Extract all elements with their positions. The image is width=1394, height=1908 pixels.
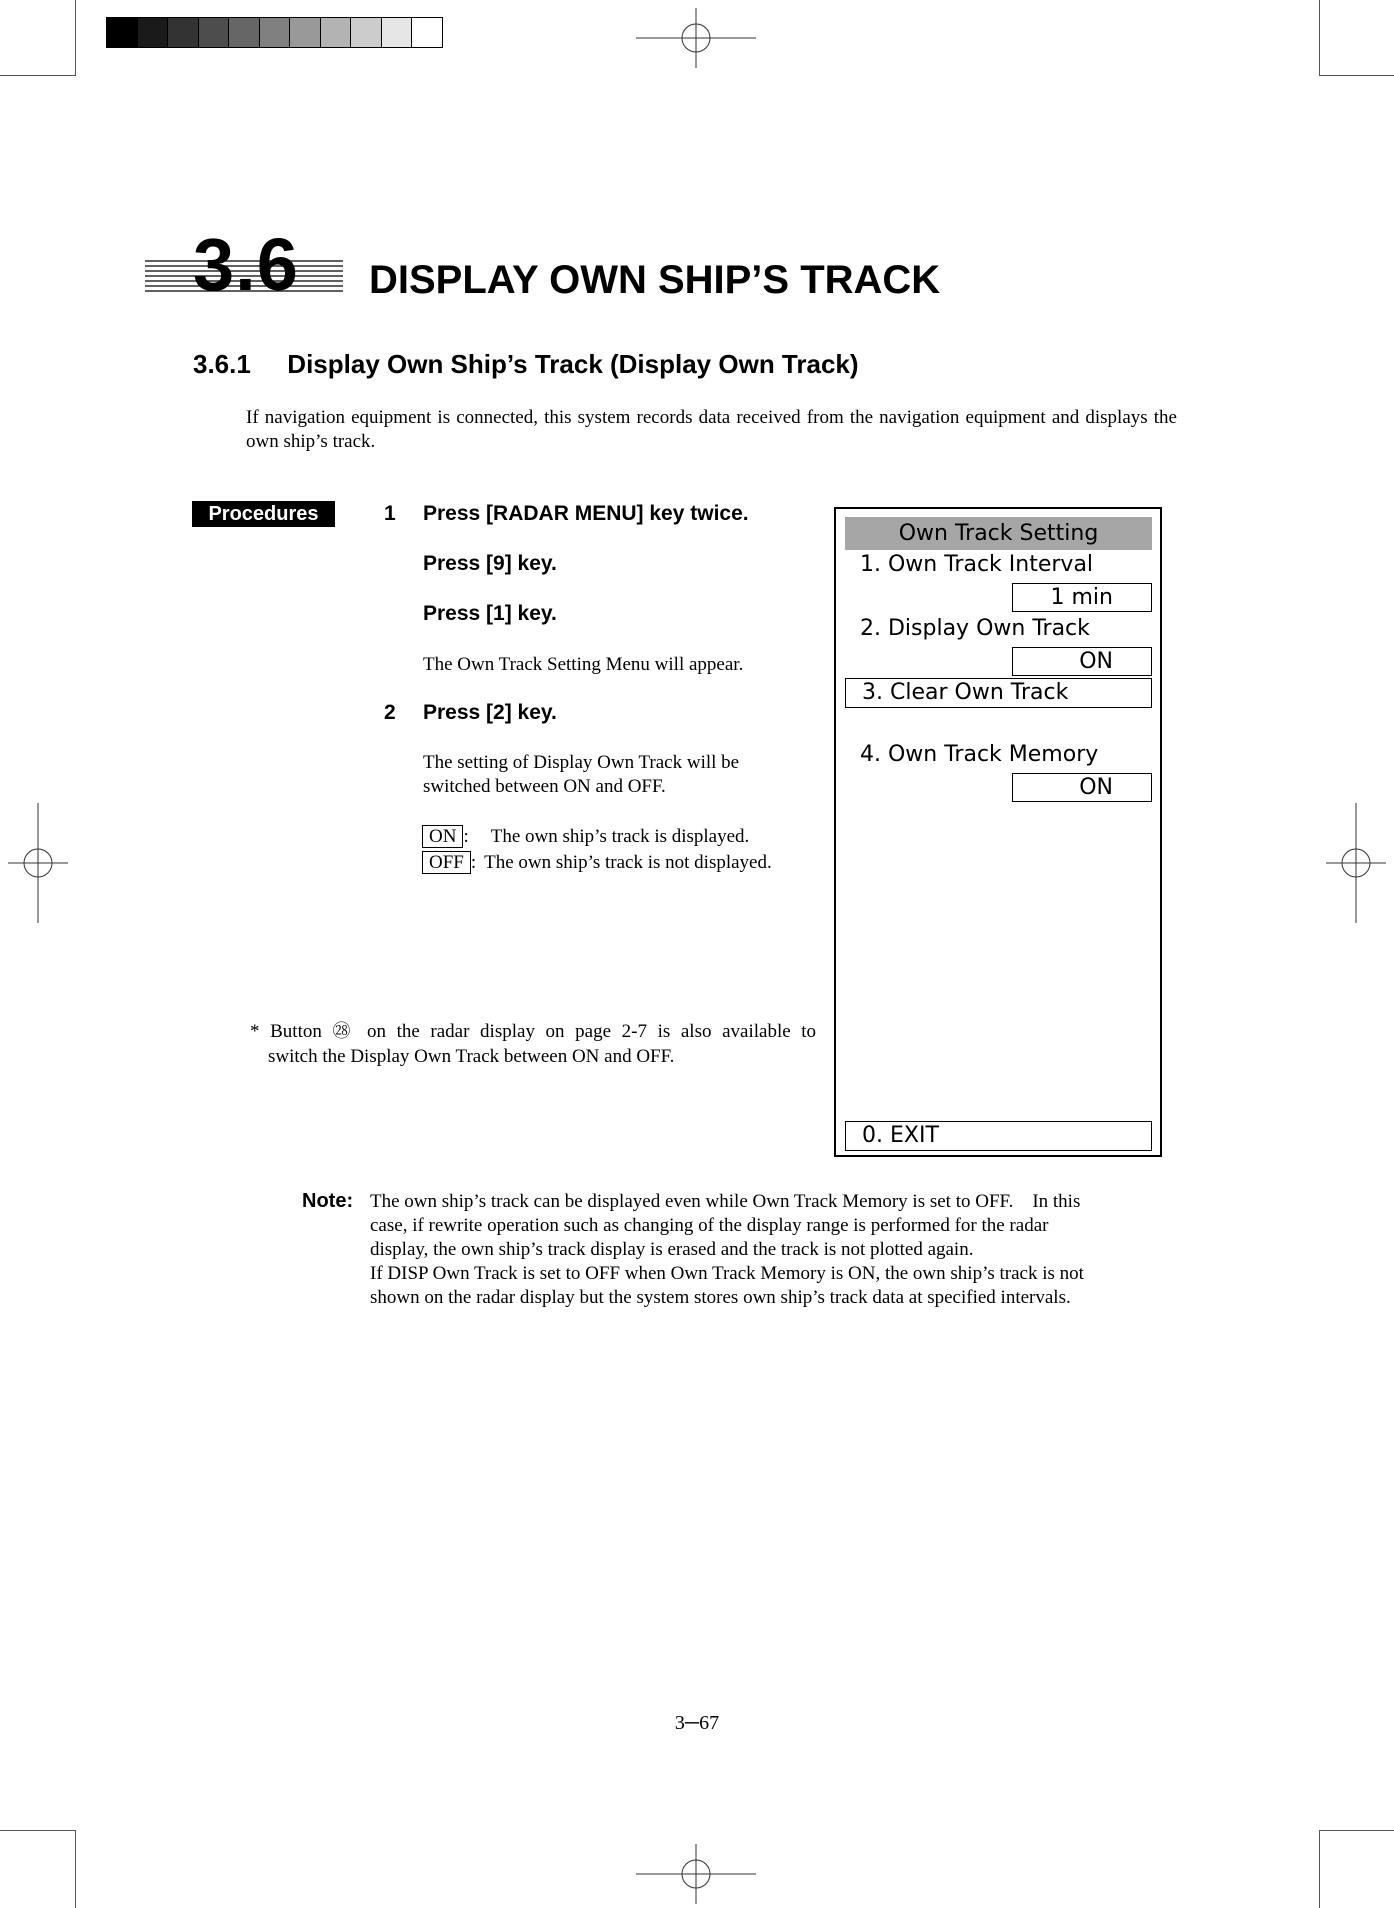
step-1-line-2: Press [9] key.: [423, 552, 557, 575]
option-off: OFF : The own ship’s track is not displayed.: [422, 851, 772, 875]
subsection-number: 3.6.1: [193, 349, 251, 379]
registration-mark-bottom: [636, 1844, 756, 1904]
note-label: Note:: [302, 1190, 354, 1212]
step-1-line-3: Press [1] key.: [423, 602, 557, 625]
gray-calibration-strip: [106, 17, 443, 48]
intro-paragraph: If navigation equipment is connected, this system records data received from the navigation equipment and displays the own ship’s track.: [246, 407, 1177, 452]
page-number: 3─67: [674, 1712, 720, 1734]
step-2-line-1: Press [2] key.: [423, 701, 557, 724]
step-1-line-1: Press [RADAR MENU] key twice.: [423, 502, 749, 525]
note-body: The own ship’s track can be displayed even while Own Track Memory is set to OFF. In this case, if rewrite operation such as changing of the display range is performed for the radar display, the own ship’s track display is erased and the track is not plotted again. If DISP Own Track is set to OFF when Own Track Memory is ON, the own ship’s track is not shown on the radar display but the system stores own ship’s track data at specified intervals.: [370, 1191, 1084, 1308]
registration-mark-right: [1326, 803, 1386, 923]
own-track-interval-value[interactable]: 1 min: [1012, 583, 1152, 612]
menu-item-own-track-interval[interactable]: 1. Own Track Interval: [860, 552, 1094, 577]
subsection-title: [193, 349, 859, 380]
footnote-line-1: * Button ㉘ on the radar display on page 2-7 is also available to: [250, 1021, 817, 1042]
step-2-description: The setting of Display Own Track will be switched between ON and OFF.: [423, 752, 740, 797]
menu-item-display-own-track[interactable]: 2. Display Own Track: [860, 616, 1090, 641]
option-on-text: The own ship’s track is displayed.: [490, 826, 750, 847]
step-1-number: 1: [384, 502, 396, 525]
menu-item-own-track-memory[interactable]: 4. Own Track Memory: [860, 742, 1099, 767]
procedures-badge: Procedures: [192, 501, 335, 527]
section-number: 3.6: [193, 223, 299, 306]
subsection-text: Display Own Ship’s Track (Display Own Track): [287, 349, 859, 379]
option-off-label: OFF: [422, 851, 471, 874]
step-1-description: The Own Track Setting Menu will appear.: [423, 654, 744, 675]
section-title: DISPLAY OWN SHIP’S TRACK: [369, 258, 941, 302]
button-28-icon: ㉘: [332, 1021, 357, 1042]
option-on-label: ON: [422, 825, 463, 848]
step-2-number: 2: [384, 701, 396, 724]
registration-mark-top: [636, 8, 756, 68]
menu-exit-button[interactable]: 0. EXIT: [845, 1121, 1152, 1151]
menu-item-clear-own-track[interactable]: 3. Clear Own Track: [845, 678, 1152, 708]
option-on: ON : The own ship’s track is displayed.: [422, 825, 749, 849]
option-off-text: The own ship’s track is not displayed.: [484, 852, 772, 873]
own-track-memory-value[interactable]: ON: [1012, 773, 1152, 802]
menu-title: Own Track Setting: [845, 517, 1152, 550]
footnote-line-2: switch the Display Own Track between ON and OFF.: [268, 1046, 675, 1067]
display-own-track-value[interactable]: ON: [1012, 647, 1152, 676]
registration-mark-left: [8, 803, 68, 923]
